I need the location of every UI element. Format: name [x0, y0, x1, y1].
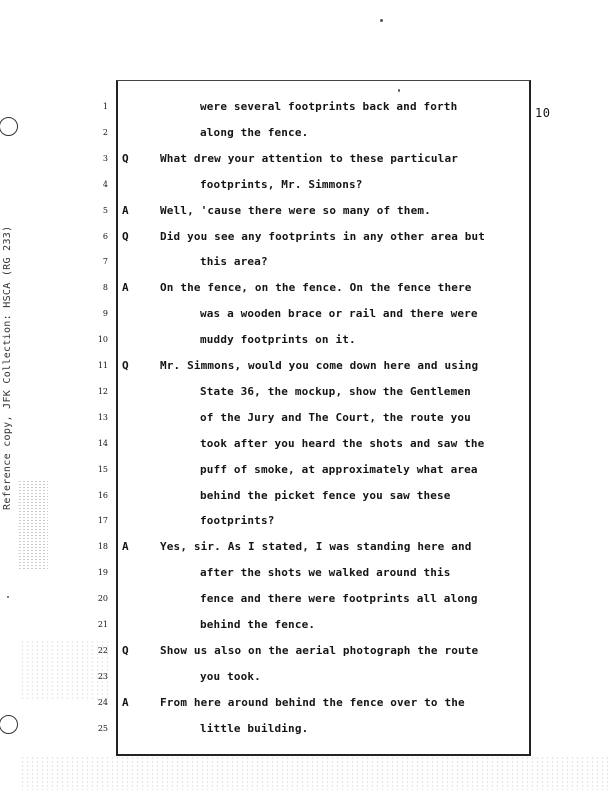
line-number: 21 [97, 620, 108, 629]
line-text: behind the picket fence you saw these [200, 488, 451, 502]
transcript-line [0, 331, 612, 353]
transcript-line [0, 357, 612, 379]
transcript-line [0, 305, 612, 327]
transcript-line [0, 383, 612, 405]
speaker-label: A [122, 540, 129, 554]
line-number: 18 [97, 542, 108, 552]
speaker-label: Q [122, 359, 129, 372]
line-number: 5 [102, 205, 108, 215]
speaker-label: Q [122, 229, 129, 243]
line-text: On the fence, on the fence. On the fence there [160, 281, 472, 295]
line-number: 3 [102, 153, 108, 163]
transcript-line [0, 176, 612, 198]
transcript-line [0, 461, 612, 483]
transcript-line [0, 98, 612, 120]
speaker-label: A [122, 695, 129, 709]
line-text: Yes, sir. As I stated, I was standing here and [160, 540, 472, 554]
transcript-line [0, 538, 612, 560]
line-number: 22 [97, 645, 108, 655]
line-number: 17 [97, 516, 108, 526]
transcript-line [0, 487, 612, 509]
line-text: was a wooden brace or rail and there were [200, 307, 478, 321]
line-number: 7 [102, 257, 108, 267]
line-text: Mr. Simmons, would you come down here and using [160, 359, 479, 372]
transcript-line [0, 435, 612, 457]
transcript-line [0, 279, 612, 301]
transcript-line [0, 228, 612, 250]
line-text: after the shots we walked around this [200, 566, 451, 580]
line-text: Did you see any footprints in any other area but [160, 229, 486, 243]
page-number: 10 [535, 106, 551, 120]
line-text: along the fence. [200, 125, 309, 139]
transcript-line [0, 694, 612, 716]
line-number: 20 [97, 594, 108, 604]
line-number: 15 [97, 464, 108, 474]
speaker-label: Q [122, 643, 129, 657]
line-number: 2 [102, 127, 108, 137]
line-text: Show us also on the aerial photograph the route [160, 643, 479, 657]
line-text: of the Jury and The Court, the route you [200, 410, 471, 424]
transcript-line [0, 202, 612, 224]
line-number: 25 [97, 723, 108, 733]
line-text: footprints? [200, 514, 275, 528]
line-text: From here around behind the fence over to the [160, 695, 465, 709]
line-number: 10 [97, 335, 108, 345]
line-number: 9 [102, 309, 108, 319]
line-text: footprints, Mr. Simmons? [200, 177, 363, 191]
line-text: muddy footprints on it. [200, 333, 356, 347]
line-number: 24 [97, 697, 108, 707]
line-number: 12 [97, 386, 108, 396]
line-text: puff of smoke, at approximately what area [200, 462, 478, 476]
line-number: 4 [102, 179, 108, 189]
transcript-line [0, 512, 612, 534]
line-number: 1 [102, 102, 108, 111]
line-number: 19 [97, 568, 108, 578]
speaker-label: Q [122, 151, 129, 165]
line-text: you took. [200, 669, 261, 683]
transcript-line [0, 150, 612, 172]
speck [380, 19, 383, 22]
line-number: 11 [97, 361, 108, 370]
line-text: this area? [200, 255, 268, 269]
transcript-line [0, 253, 612, 275]
transcript-line [0, 124, 612, 146]
line-text: little building. [200, 721, 309, 735]
speaker-label: A [122, 281, 129, 295]
transcript-line [0, 564, 612, 586]
scan-noise-bottom [20, 756, 610, 790]
line-text: took after you heard the shots and saw the [200, 436, 485, 450]
line-text: fence and there were footprints all along [200, 592, 478, 606]
line-number: 6 [102, 231, 108, 241]
transcript-line [0, 409, 612, 431]
line-text: State 36, the mockup, show the Gentlemen [200, 384, 471, 398]
line-number: 16 [97, 490, 108, 500]
line-number: 13 [97, 412, 108, 422]
transcript-line [0, 590, 612, 612]
transcript-line [0, 668, 612, 690]
reference-stamp: Reference copy, JFK Collection: HSCA (RG 233) [2, 225, 13, 510]
line-number: 8 [102, 283, 108, 293]
line-number: 14 [97, 438, 108, 448]
transcript-line [0, 616, 612, 638]
line-text: Well, 'cause there were so many of them. [160, 203, 431, 217]
line-number: 23 [97, 671, 108, 681]
speaker-label: A [122, 203, 129, 217]
transcript-line [0, 720, 612, 742]
transcript-line [0, 642, 612, 664]
line-text: behind the fence. [200, 618, 316, 631]
line-text: were several footprints back and forth [200, 100, 458, 113]
line-text: What drew your attention to these particular [160, 151, 458, 165]
